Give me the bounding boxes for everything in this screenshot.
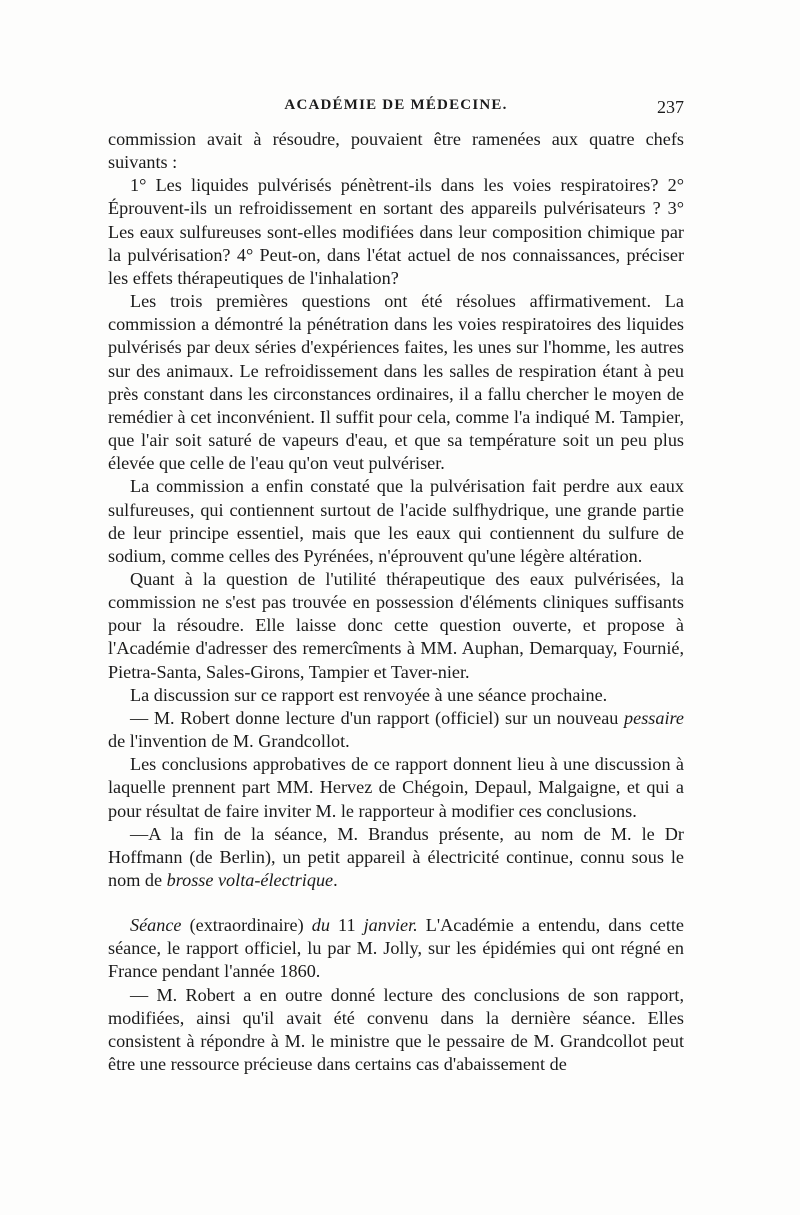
paragraph-therapeutic-utility: Quant à la question de l'utilité thérapeutique des eaux pulvérisées, la commission ne s'est pas trouvée en possession d'éléments cliniques suffisants pour la résoudre. Elle laisse donc cette question ouverte, et propose à l'Académie d'adresser des remercîments à MM. Auphan, Demarquay, Fournié, Pietra-Santa, Sales-Girons, Tampier et Taver-nier. xyxy=(108,568,684,682)
section-gap xyxy=(108,892,684,914)
paragraph-sulfur-waters: La commission a enfin constaté que la pulvérisation fait perdre aux eaux sulfureuses, qui contiennent surtout de l'acide sulfhydrique, une grande partie de leur principe essentiel, mais que les eaux qui contiennent du sulfure de sodium, comme celles des Pyrénées, n'éprouvent qu'une légère altération. xyxy=(108,476,684,566)
text-run: de l'invention de M. Grandcollot. xyxy=(108,731,350,752)
paragraph-conclusions: Les conclusions approbatives de ce rapport donnent lieu à une discussion à laquelle prennent part MM. Hervez de Chégoin, Depaul, Malgaigne, et qui a pour résultat de faire inviter M. le rapporteur à modifier ces conclusions. xyxy=(108,754,684,821)
text-run: L'Académie a entendu, dans cette séance, le rapport officiel, lu par M. Jolly, sur les épidémies qui ont régné en France pendant l'année 1860. xyxy=(108,915,685,982)
paragraph-brandus xyxy=(108,823,684,892)
paragraph-seance xyxy=(108,914,684,983)
italic-term: janvier. xyxy=(363,915,418,936)
italic-term: brosse volta-électrique xyxy=(166,870,334,890)
text-run: —A la fin de la séance, M. Brandus présente, au nom de M. le Dr Hoffmann (de Berlin), un petit appareil à électricité continue, connu sous le nom de xyxy=(108,823,684,890)
text-run: 11 xyxy=(329,915,364,936)
page-header xyxy=(108,97,684,121)
italic-term: Séance xyxy=(130,915,182,936)
paragraph-discussion-postponed: La discussion sur ce rapport est renvoyée à une séance prochaine. xyxy=(130,684,608,705)
paragraph-questions: 1° Les liquides pulvérisés pénètrent-ils dans les voies respiratoires? 2° Éprouvent-ils un refroidissement en sortant des appareils pulvérisateurs ? 3° Les eaux sulfureuses sont-elles modifiées dans leur composition chimique par la pulvérisation? 4° Peut-on, dans l'état actuel de nos connaissances, préciser les effets thérapeutiques de l'inhalation? xyxy=(108,175,684,288)
paragraph-continuation: commission avait à résoudre, pouvaient être ramenées aux quatre chefs suivants : xyxy=(108,129,684,173)
italic-term: pessaire xyxy=(624,707,684,728)
text-run: (extraordinaire) xyxy=(181,915,312,936)
paragraph-findings: Les trois premières questions ont été résolues affirmativement. La commission a démontré la pénétration dans les voies respiratoires des liquides pulvérisés par deux séries d'expériences faites, les unes sur l'homme, les autres sur des animaux. Le refroidissement dans les salles de respiration étant à peu près constant dans les circonstances ordinaires, il a fallu chercher le moyen de remédier à cet inconvénient. Il suffit pour cela, comme l'a indiqué M. Tampier, que l'air soit saturé de vapeurs d'eau, et que sa température soit un peu plus élevée que celle de l'eau qu'on veut pulvériser. xyxy=(108,291,684,474)
italic-term: du xyxy=(311,915,330,936)
paragraph-robert-pessaire xyxy=(108,707,684,753)
text-run: — M. Robert donne lecture d'un rapport (officiel) sur un nouveau xyxy=(130,707,625,728)
body-text xyxy=(108,128,684,1076)
text-run: . xyxy=(333,870,338,890)
running-title: ACADÉMIE DE MÉDECINE. xyxy=(284,97,508,113)
paragraph-robert-conclusions: — M. Robert a en outre donné lecture des conclusions de son rapport, modifiées, ainsi qu'il avait été convenu dans la dernière séance. Elles consistent à répondre à M. le ministre que le pessaire de M. Grandcollot peut être une ressource précieuse dans certains cas d'abaissement de xyxy=(108,984,684,1075)
page-number: 237 xyxy=(657,97,684,117)
